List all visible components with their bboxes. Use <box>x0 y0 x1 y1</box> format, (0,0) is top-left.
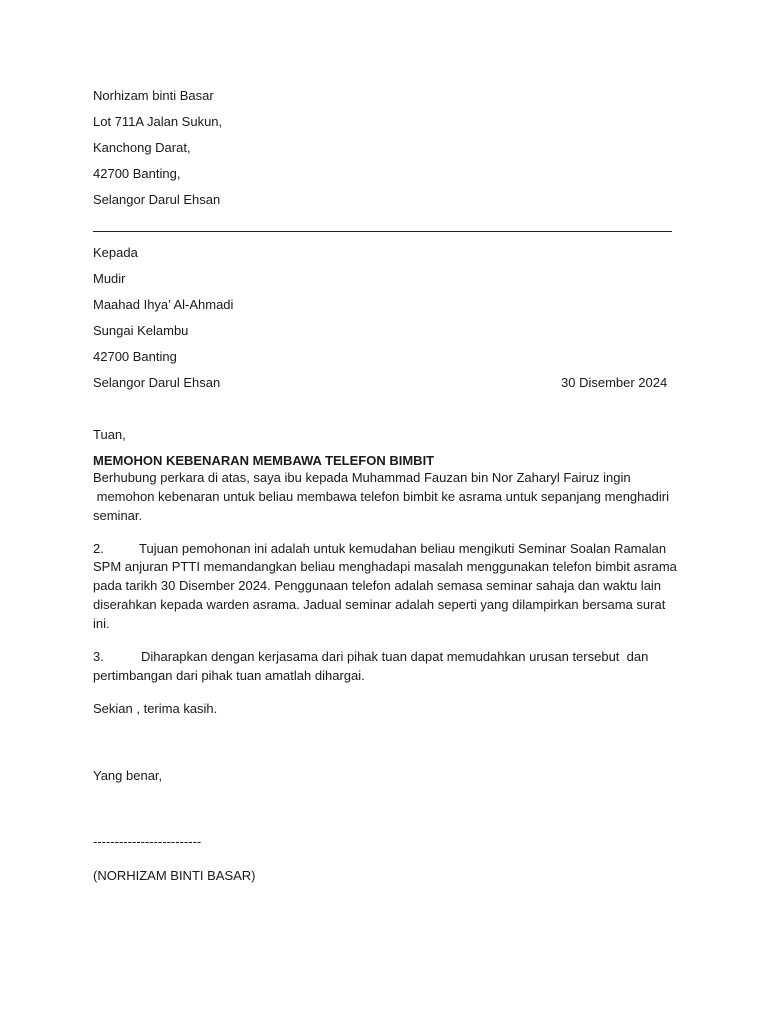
recipient-line: Sungai Kelambu <box>93 323 189 338</box>
sender-name: Norhizam binti Basar <box>93 88 214 103</box>
paragraph-2-line: pada tarikh 30 Disember 2024. Penggunaan telefon adalah semasa seminar sahaja dan waktu lain <box>93 578 662 593</box>
paragraph-1-line: memohon kebenaran untuk beliau membawa telefon bimbit ke asrama untuk sepanjang menghadiri <box>93 489 669 504</box>
header-divider <box>93 231 672 232</box>
paragraph-2-number: 2. <box>93 541 104 556</box>
paragraph-2-first-line <box>93 541 666 557</box>
recipient-to: Kepada <box>93 245 138 260</box>
paragraph-3-number: 3. <box>93 649 104 664</box>
paragraph-3-line: pertimbangan dari pihak tuan amatlah dihargai. <box>93 668 365 683</box>
paragraph-2-line: diserahkan kepada warden asrama. Jadual seminar adalah seperti yang dilampirkan bersama surat <box>93 597 666 612</box>
greeting: Tuan, <box>93 427 126 442</box>
recipient-line: 42700 Banting <box>93 349 177 364</box>
paragraph-3-first-line <box>93 649 648 665</box>
sign-off: Yang benar, <box>93 768 163 783</box>
signatory-name: (NORHIZAM BINTI BASAR) <box>93 868 256 883</box>
paragraph-2-text: Tujuan pemohonan ini adalah untuk kemudahan beliau mengikuti Seminar Soalan Ramalan <box>139 541 667 556</box>
sender-address-line: Lot 711A Jalan Sukun, <box>93 114 223 129</box>
paragraph-1-line: Berhubung perkara di atas, saya ibu kepada Muhammad Fauzan bin Nor Zaharyl Fairuz ingin <box>93 470 631 485</box>
sender-address-line: Selangor Darul Ehsan <box>93 192 221 207</box>
letter-subject: MEMOHON KEBENARAN MEMBAWA TELEFON BIMBIT <box>93 453 435 468</box>
sender-address-line: 42700 Banting, <box>93 166 181 181</box>
recipient-line: Mudir <box>93 271 126 286</box>
paragraph-2-line: ini. <box>93 616 110 631</box>
closing-remark: Sekian , terima kasih. <box>93 701 218 716</box>
paragraph-1-line: seminar. <box>93 508 143 523</box>
sender-address-line: Kanchong Darat, <box>93 140 191 155</box>
letter-date: 30 Disember 2024 <box>561 375 668 390</box>
paragraph-2-line: SPM anjuran PTTI memandangkan beliau menghadapi masalah menggunakan telefon bimbit asrama <box>93 559 677 574</box>
recipient-line: Maahad Ihya’ Al-Ahmadi <box>93 297 234 312</box>
signature-line: ------------------------- <box>93 834 202 849</box>
recipient-line: Selangor Darul Ehsan <box>93 375 221 390</box>
paragraph-3-text: Diharapkan dengan kerjasama dari pihak tuan dapat memudahkan urusan tersebut dan <box>141 649 649 664</box>
